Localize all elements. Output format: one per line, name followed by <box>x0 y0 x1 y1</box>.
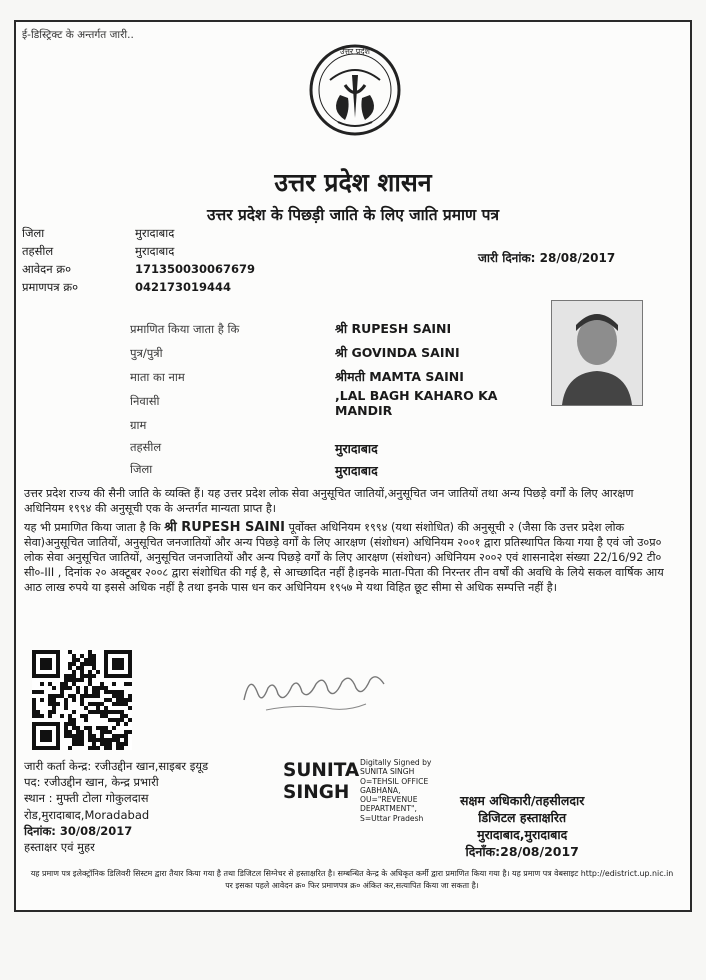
meta-district-label: जिला <box>22 226 45 240</box>
paragraph-2-name: श्री RUPESH SAINI <box>164 520 286 535</box>
state-emblem-icon <box>300 40 410 140</box>
document-title: उत्तर प्रदेश शासन <box>274 168 432 197</box>
issue-date <box>478 249 615 266</box>
issuer-place: स्थान : मुफ्ती टोला गोकुलदास <box>24 791 149 806</box>
meta-tehsil-label: तहसील <box>22 244 54 258</box>
digital-signature-details: Digitally Signed by SUNITA SINGH O=TEHSIL OFFICE GABHANA, OU="REVENUE DEPARTMENT", S=Uttar Pradesh <box>360 758 432 823</box>
emblem-text: उत्तर प्रदेश <box>340 47 370 56</box>
applicant-photo <box>551 300 643 406</box>
meta-application-label: आवेदन क्र० <box>22 262 72 276</box>
field-label-district: जिला <box>130 462 153 476</box>
top-note: ई-डिस्ट्रिक्ट के अन्तर्गत जारी.. <box>22 29 134 41</box>
issue-date-value: 28/08/2017 <box>539 251 616 265</box>
document-subtitle: उत्तर प्रदेश के पिछड़ी जाति के लिए जाति प्रमाण पत्र <box>207 206 499 224</box>
field-value-mother: श्रीमती MAMTA SAINI <box>335 369 464 384</box>
meta-certificate-value: 042173019444 <box>135 280 232 294</box>
field-value-tehsil: मुरादाबाद <box>335 441 378 456</box>
meta-certificate-label: प्रमाणपत्र क्र० <box>22 280 79 294</box>
field-label-child-of: पुत्र/पुत्री <box>130 346 163 360</box>
field-label-certified: प्रमाणित किया जाता है कि <box>130 322 240 336</box>
paragraph-2-rest: पूर्वोक्त अधिनियम १९९४ (यथा संशोधित) की अनुसूची २ (जैसा कि उत्तर प्रदेश लोक सेवा)अनुसूचित जातियों, अनुसूचित जनजातियों और अन्य पिछड़े वर्गों के लिए आरक्षण (संशोधन) अधिनियम २००१ द्वारा प्रतिस्थापित किया गया है एवं जो उ०प्र० लोक सेवा अनुसूचित जातियों, अनुसूचित जनजातियों और अन्य पिछड़े वर्गों के लिए आरक्षण (संशोधन) अधिनियम २००२ एवं शासनादेश संख्या 22/16/92 टी० सी०-III , दिनांक २० अक्टूबर २००८ द्वारा संशोधित की गई है, से आच्छादित नहीं है।इनके माता-पिता की निरन्तर तीन वर्षों की अवधि के लिये सकल वार्षिक आय आठ लाख रुपये या इससे अधिक नहीं है तथा इनके पास धन कर अधिनियम १९५७ मे यथा विहित छूट सीमा से अधिक सम्पत्ति नहीं है। <box>24 521 664 594</box>
field-value-district: मुरादाबाद <box>335 463 378 478</box>
issuer-seal: हस्ताक्षर एवं मुहर <box>24 840 95 855</box>
competent-authority: सक्षम अधिकारी/तहसीलदार डिजिटल हस्ताक्षरित मुरादाबाद,मुरादाबाद दिनाँक:28/08/2017 <box>460 793 585 859</box>
qr-code-icon <box>32 650 132 750</box>
issue-date-label: जारी दिनांक: <box>478 251 536 265</box>
meta-tehsil-value: मुरादाबाद <box>135 244 175 258</box>
paragraph-2-prefix: यह भी प्रमाणित किया जाता है कि <box>24 521 165 534</box>
issuer-road: रोड,मुरादाबाद,Moradabad <box>24 807 150 822</box>
field-value-name: श्री RUPESH SAINI <box>335 321 452 336</box>
meta-application-value: 171350030067679 <box>135 262 256 276</box>
paragraph-1: उत्तर प्रदेश राज्य की सैनी जाति के व्यक्ति हैं। यह उत्तर प्रदेश लोक सेवा अनुसूचित जातियों,अनुसूचित जन जातियों तथा अन्य पिछड़े वर्गों के लिए आरक्षण अधिनियम १९९४ की अनुसूची एक के अन्तर्गत मान्यता प्राप्त है। <box>24 487 634 515</box>
handwritten-signature <box>236 660 396 720</box>
issuer-center: जारी कर्ता केन्द्र: रजीउद्दीन खान,साइबर इयूड <box>24 759 209 773</box>
field-value-father: श्री GOVINDA SAINI <box>335 345 460 360</box>
certification-paragraph <box>24 520 672 595</box>
issuer-post: पद: रजीउद्दीन खान, केन्द्र प्रभारी <box>24 775 159 790</box>
field-label-resident: निवासी <box>130 394 160 408</box>
issuer-date: दिनांक: 30/08/2017 <box>24 823 133 838</box>
field-value-address: ,LAL BAGH KAHARO KA MANDIR <box>335 388 498 418</box>
field-label-mother: माता का नाम <box>130 370 185 384</box>
footer-note: यह प्रमाण पत्र इलेक्ट्रॉनिक डिलिवरी सिस्टम द्वारा तैयार किया गया है तथा डिजिटल सिग्नेचर से हस्ताक्षरित है। सम्बन्धित केन्द्र के अधिकृत कर्मी द्वारा प्रमाणित किया गया है। यह प्रमाण पत्र वेबसाइट http://edistrict.up.nic.in पर इसका पहले आवेदन क्र० फिर प्रमाणपत्र क्र० अंकित कर,सत्यापित किया जा सकता है। <box>30 869 674 890</box>
meta-district-value: मुरादाबाद <box>135 226 175 240</box>
field-label-village: ग्राम <box>130 418 147 432</box>
issuer-info <box>24 758 208 855</box>
digital-signer-name: SUNITA SINGH <box>283 760 360 803</box>
caste-statement-paragraph <box>24 486 672 516</box>
field-label-tehsil: तहसील <box>130 440 162 454</box>
